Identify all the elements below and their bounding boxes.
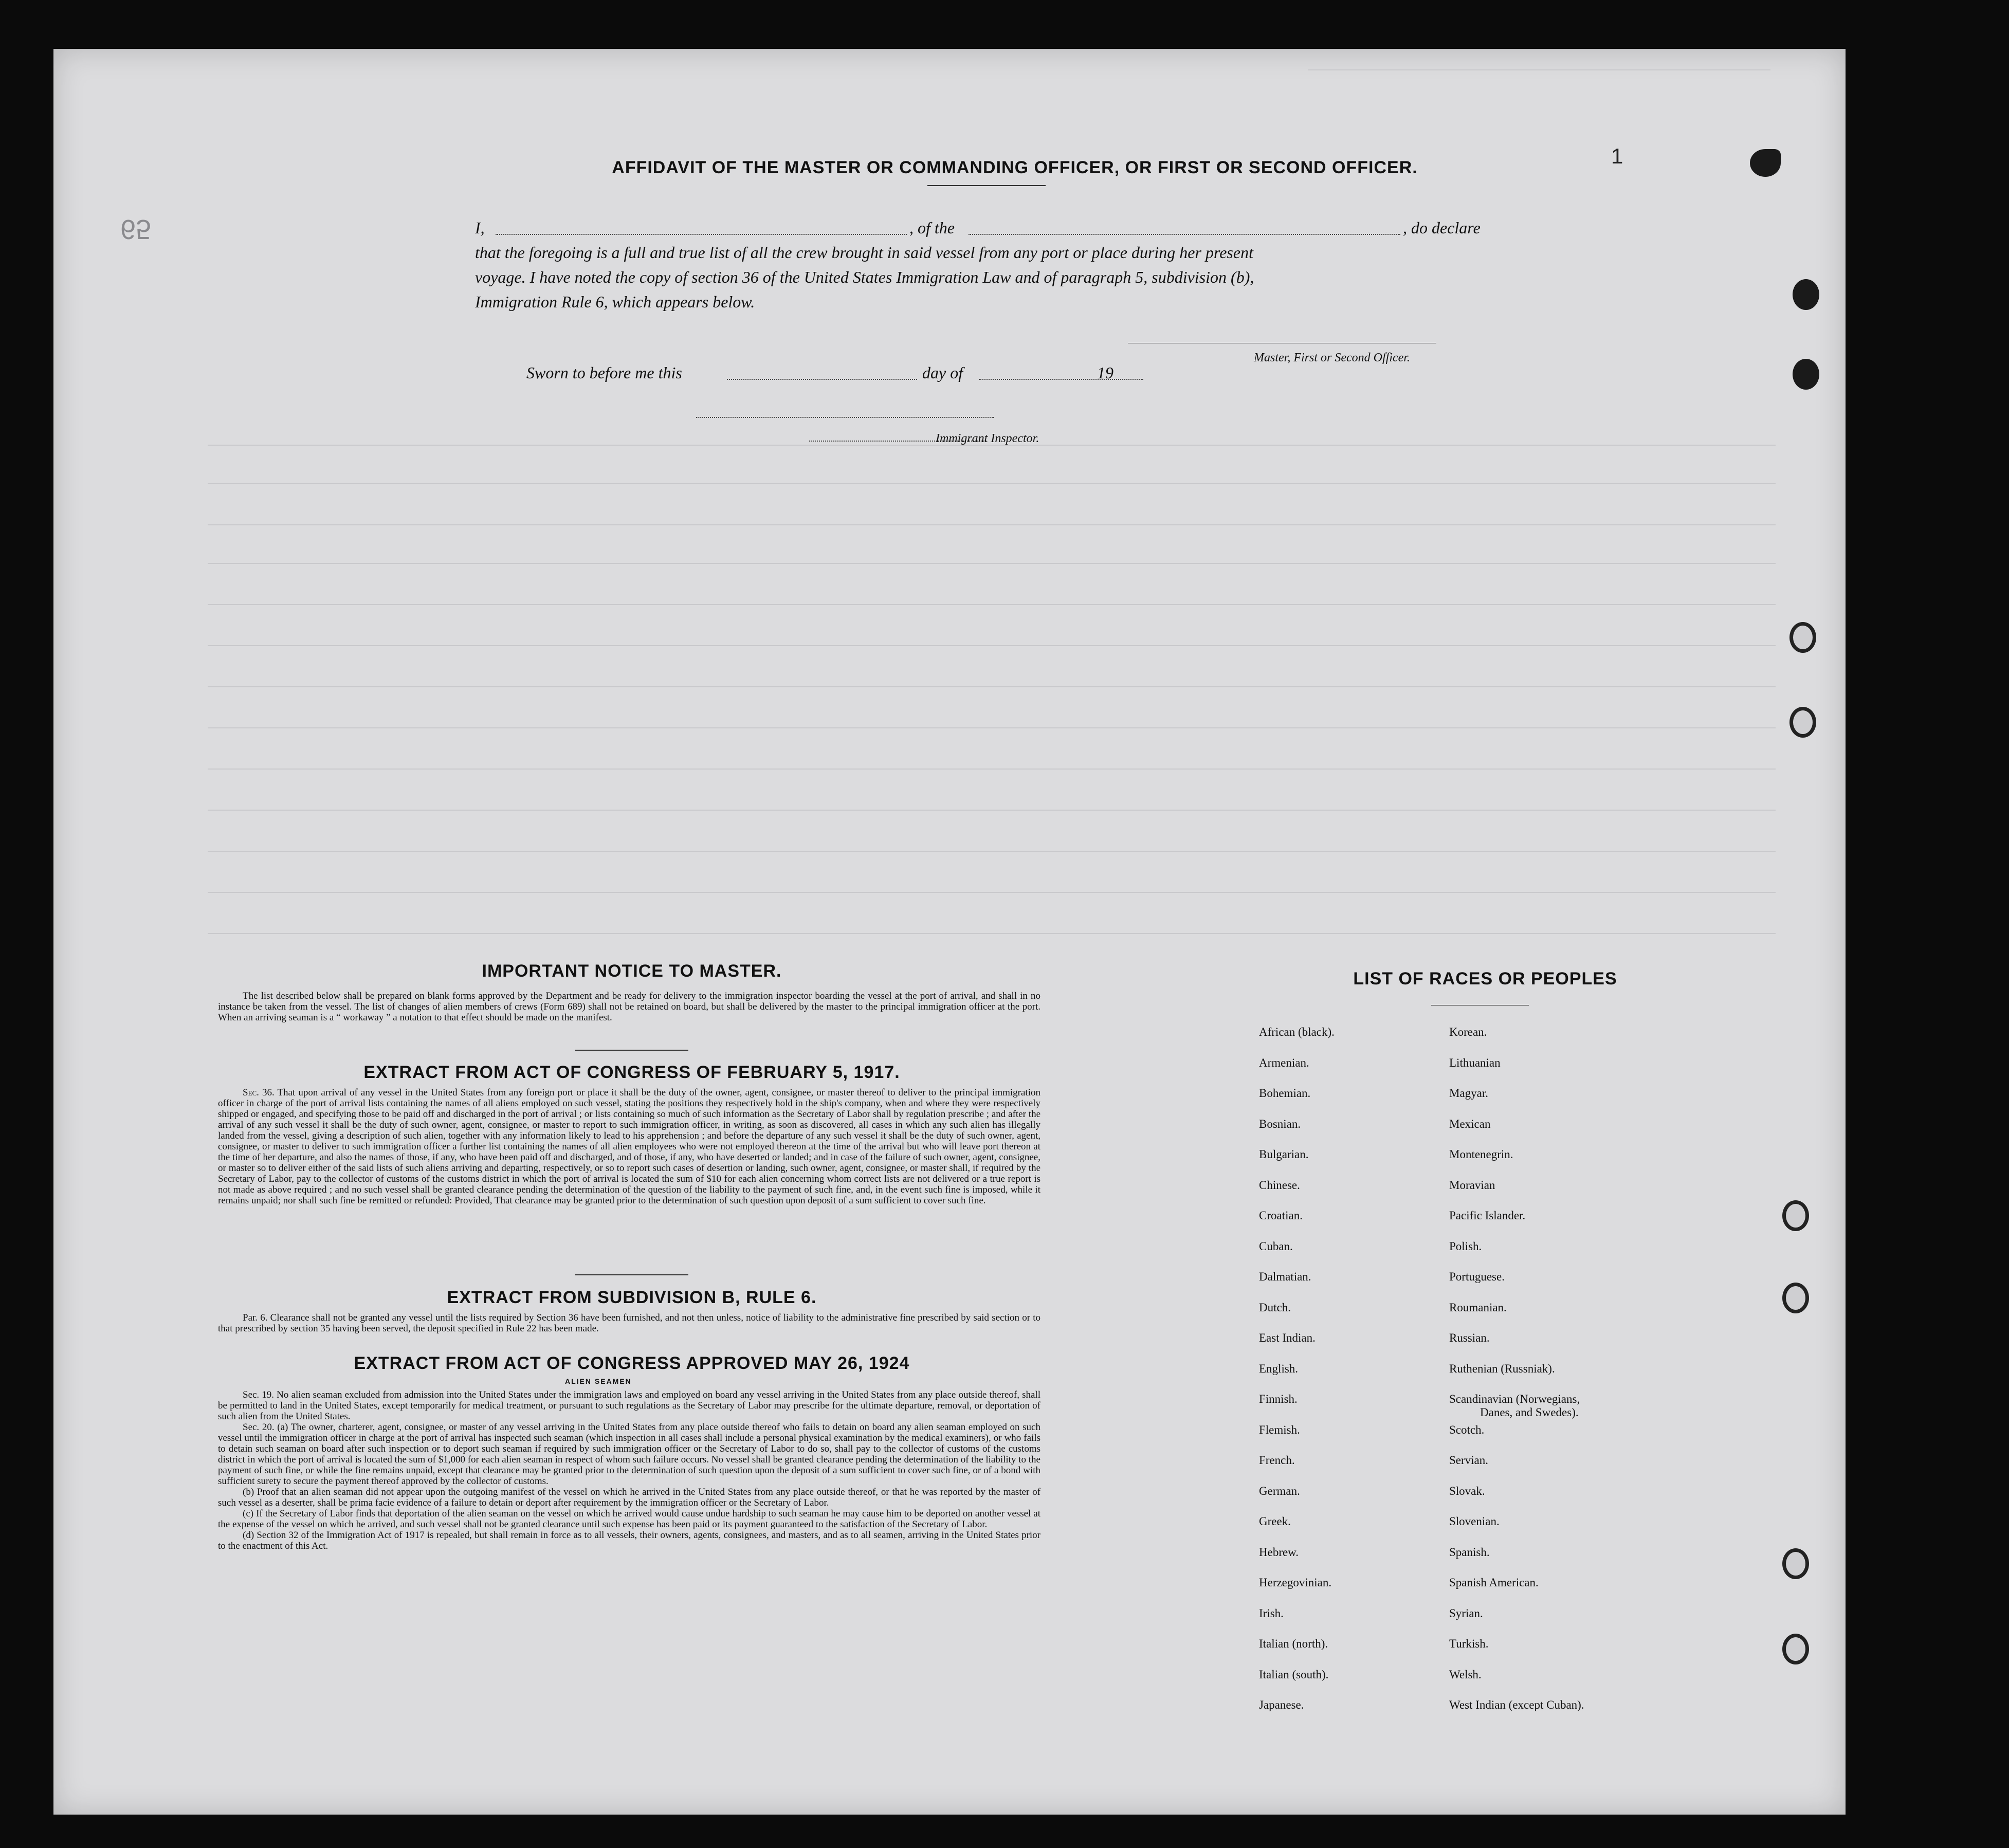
bleed-line xyxy=(208,727,1776,728)
race-item: West Indian (except Cuban). xyxy=(1449,1698,1584,1711)
race-item: Greek. xyxy=(1259,1515,1291,1528)
race-item: Spanish. xyxy=(1449,1545,1490,1559)
race-item: African (black). xyxy=(1259,1026,1335,1038)
bleed-line xyxy=(208,933,1776,934)
act1917-section-label: Sec. 36. xyxy=(243,1087,275,1098)
race-item: Finnish. xyxy=(1259,1393,1298,1405)
races-title: LIST OF RACES OR PEOPLES xyxy=(1353,969,1617,989)
document-page xyxy=(53,49,1846,1815)
race-item: Dutch. xyxy=(1259,1301,1291,1314)
master-label: Master, First or Second Officer. xyxy=(1254,351,1410,364)
page-number-mark: 65 xyxy=(120,214,152,245)
race-item: English. xyxy=(1259,1362,1299,1375)
inspector-label: Immigrant Inspector. xyxy=(936,432,1039,445)
punch-hole-icon xyxy=(1782,1283,1809,1313)
race-item: Bohemian. xyxy=(1259,1087,1311,1100)
bleed-line xyxy=(208,524,1776,525)
bleed-line xyxy=(208,686,1776,687)
race-item: Danes, and Swedes). xyxy=(1480,1406,1579,1419)
race-item: Pacific Islander. xyxy=(1449,1209,1526,1222)
race-item: Turkish. xyxy=(1449,1637,1489,1650)
race-item: Moravian xyxy=(1449,1178,1495,1192)
punch-hole-icon xyxy=(1782,1200,1809,1231)
race-item: Italian (north). xyxy=(1259,1637,1328,1650)
race-item: Spanish American. xyxy=(1449,1576,1539,1589)
race-item: Syrian. xyxy=(1449,1606,1483,1620)
act1924-title: EXTRACT FROM ACT OF CONGRESS APPROVED MAY 26, 1924 xyxy=(354,1353,910,1373)
inspector-signature-line xyxy=(696,417,994,418)
rule6-title: EXTRACT FROM SUBDIVISION B, RULE 6. xyxy=(447,1288,817,1307)
corner-mark: 1 xyxy=(1611,144,1623,168)
bleed-line xyxy=(208,810,1776,811)
punch-hole-icon xyxy=(1793,279,1819,310)
punch-hole-icon xyxy=(1789,707,1816,738)
rule6-text: Par. 6. Clearance shall not be granted any vessel until the lists required by Section 36 have been furnished, and not then unless, notice of liability to the administrative fine prescribed by said section or to that prescribed by section 35 having been served, the deposit specified in Rule 22 has been made. xyxy=(218,1312,1040,1334)
race-item: Armenian. xyxy=(1259,1056,1309,1069)
race-item: Scandinavian (Norwegians, xyxy=(1449,1393,1580,1405)
sworn-day-of: day of xyxy=(922,363,963,382)
affidavit-line-2: that the foregoing is a full and true list of all the crew brought in said vessel from any port or place during her present xyxy=(475,243,1253,262)
act1924-sec20d: (d) Section 32 of the Immigration Act of 1917 is repealed, but shall remain in force as to all vessels, their owners, agents, consignees, and masters, and as to all seamen, arriving in the United States prior to the enactment of this Act. xyxy=(218,1530,1040,1551)
race-item: Bosnian. xyxy=(1259,1117,1301,1130)
punch-hole-icon xyxy=(1750,149,1781,177)
bleed-line xyxy=(208,892,1776,893)
race-item: Flemish. xyxy=(1259,1423,1300,1436)
affidavit-do-declare: , do declare xyxy=(1403,218,1481,237)
race-item: Lithuanian xyxy=(1449,1056,1501,1069)
act1924-sec20c: (c) If the Secretary of Labor finds that deportation of the alien seaman on the vessel on which he arrived would cause undue hardship to such seaman he may cause him to be deported on another vessel at the expense of the vessel on which he arrived, and such vessel shall not be granted clearance until such expense has been paid or its payment guaranteed to the satisfaction of the Secretary of Labor. xyxy=(218,1508,1040,1530)
race-item: Portuguese. xyxy=(1449,1270,1505,1283)
punch-hole-icon xyxy=(1789,622,1816,653)
race-item: German. xyxy=(1259,1484,1300,1497)
sworn-day-blank xyxy=(727,379,917,380)
race-item: Cuban. xyxy=(1259,1239,1293,1253)
punch-hole-icon xyxy=(1782,1548,1809,1579)
act1924-subtitle: ALIEN SEAMEN xyxy=(565,1377,632,1385)
affidavit-line-3: voyage. I have noted the copy of section 36 of the United States Immigration Law and of paragraph 5, subdivision (b), xyxy=(475,268,1254,286)
race-item: Slovenian. xyxy=(1449,1515,1500,1528)
affidavit-of-the: , of the xyxy=(909,218,955,237)
act1917-text: That upon arrival of any vessel in the United States from any foreign port or place it shall be the duty of the owner, agent, consignee, or master thereof to deliver to the principal immigration officer in charge of the port of arrival lists containing the names of all aliens employed on such vessel, stating the positions they respectively hold in the ship's company, when and where they were respectively shipped or engaged, and specifying those to be paid off and discharged in the port of arrival ; or lists containing so much of such information as the Secretary of Labor shall by regulation prescribe ; and after the arrival of any such vessel it shall be the duty of such owner, agent, consignee, or master to report to such immigration officer, in writing, as soon as discovered, all cases in which any such alien has illegally landed from the vessel, giving a description of such alien, together with any information likely to lead to his apprehension ; and before the departure of any such vessel it shall be the duty of such owner, agent, consignee, or master to deliver to such immigration officer a further list containing the names of all alien employees who were not employed thereon at the time of the arrival but who will leave port thereon at the time of her departure, and also the names of those, if any, who have been paid off and discharged, and of those, if any, who have deserted or landed; and in case of the failure of such owner, agent, consignee, or master so to deliver either of the said lists of such aliens arriving and departing, respectively, or so to report such cases of desertion or landing, such owner, agent, consignee, or master shall, if required by the Secretary of Labor, pay to the collector of customs of the customs district in which the port of arrival is located the sum of $10 for each alien concerning whom correct lists are not delivered or a true report is not made as above required ; and no such vessel shall be granted clearance pending the determination of the question of the liability to the payment of such fine, and, in the event such fine is imposed, while it remains unpaid; nor shall such fine be remitted or refunded: Provided, That clearance may be granted prior to the determination of such question upon deposit of a sum sufficient to cover such fine. xyxy=(218,1087,1040,1206)
bleed-line xyxy=(208,769,1776,770)
race-item: French. xyxy=(1259,1454,1295,1467)
vessel-blank xyxy=(969,234,1400,235)
race-item: Magyar. xyxy=(1449,1087,1489,1100)
notice-body xyxy=(218,991,1040,1023)
race-item: Montenegrin. xyxy=(1449,1148,1513,1161)
divider xyxy=(575,1274,688,1275)
punch-hole-icon xyxy=(1782,1634,1809,1664)
act1924-sec19: Sec. 19. No alien seaman excluded from admission into the United States under the immigration laws and employed on board any vessel arriving in the United States from any place outside thereof, shall be permitted to land in the United States, except temporarily for medical treatment, or pursuant to such regulations as the Secretary of Labor may prescribe for the ultimate departure, removal, or deportation of such alien from the United States. xyxy=(218,1389,1040,1422)
affidavit-line-i: I, xyxy=(475,218,485,237)
bleed-line xyxy=(208,563,1776,564)
race-item: Herzegovinian. xyxy=(1259,1576,1332,1589)
race-item: Irish. xyxy=(1259,1606,1284,1620)
notice-text: The list described below shall be prepared on blank forms approved by the Department and be ready for delivery to the immigration inspector boarding the vessel at the port of arrival, and shall in no instance be taken from the vessel. The list of changes of alien members of crews (Form 689) shall not be retained on board, but shall be delivered by the master to the principal immigration officer at the port. When an arriving seaman is a “ workaway ” a notation to that effect should be made on the manifest. xyxy=(218,991,1040,1023)
race-item: Dalmatian. xyxy=(1259,1270,1311,1283)
bleed-line xyxy=(208,645,1776,646)
race-item: Bulgarian. xyxy=(1259,1148,1309,1161)
act1924-sec20a: Sec. 20. (a) The owner, charterer, agent, consignee, or master of any vessel arriving in the United States from any place outside thereof who fails to detain on board any alien seaman employed on such vessel until the immigration officer in charge at the port of arrival has inspected such seaman (which inspection in all cases shall include a personal physical examination by the medical examiners), or who fails to detain such seaman on board after such inspection or to deport such seaman if required by such immigration officer or the Secretary of Labor to do so, shall pay to the collector of customs of the customs district in which the port of arrival is located the sum of $1,000 for each alien seaman in respect of whom such failure occurs. No vessel shall be granted clearance pending the determination of the liability to the payment of such fine, or while the fine remains unpaid, except that clearance may be granted prior to the determination of such question upon the deposit of a sum sufficient to cover such fine, or of a bond with sufficient surety to secure the payment thereof approved by the collector of customs. xyxy=(218,1422,1040,1487)
bleed-line xyxy=(208,483,1776,484)
act1924-body xyxy=(218,1389,1040,1551)
name-blank xyxy=(496,234,907,235)
sworn-year: 19 xyxy=(1097,363,1113,382)
divider xyxy=(575,1050,688,1051)
race-item: Italian (south). xyxy=(1259,1668,1329,1681)
act1917-title: EXTRACT FROM ACT OF CONGRESS OF FEBRUARY 5, 1917. xyxy=(363,1063,900,1082)
race-item: Roumanian. xyxy=(1449,1301,1507,1314)
race-item: Russian. xyxy=(1449,1331,1490,1344)
race-item: Croatian. xyxy=(1259,1209,1303,1222)
rule6-body xyxy=(218,1312,1040,1334)
race-item: Chinese. xyxy=(1259,1178,1300,1192)
race-item: Mexican xyxy=(1449,1117,1491,1130)
bleed-line xyxy=(208,604,1776,605)
race-item: Polish. xyxy=(1449,1239,1482,1253)
bleed-line xyxy=(208,851,1776,852)
race-item: Japanese. xyxy=(1259,1698,1304,1711)
race-item: Slovak. xyxy=(1449,1484,1485,1497)
affidavit-title: AFFIDAVIT OF THE MASTER OR COMMANDING OFFICER, OR FIRST OR SECOND OFFICER. xyxy=(612,158,1418,177)
race-item: Korean. xyxy=(1449,1026,1487,1038)
punch-hole-icon xyxy=(1793,359,1819,390)
bleed-line xyxy=(1308,69,1770,70)
act1917-body xyxy=(218,1087,1040,1206)
sworn-label: Sworn to before me this xyxy=(526,363,682,382)
race-item: Welsh. xyxy=(1449,1668,1482,1681)
notice-title: IMPORTANT NOTICE TO MASTER. xyxy=(482,961,782,981)
act1924-sec20b: (b) Proof that an alien seaman did not appear upon the outgoing manifest of the vessel on which he arrived in the United States from any place outside thereof, or that he was reported by the master of such vessel as a deserter, shall be prima facie evidence of a failure to detain or deport after requirement by the immigration officer or the Secretary of Labor. xyxy=(218,1487,1040,1508)
race-item: Ruthenian (Russniak). xyxy=(1449,1362,1555,1375)
race-item: East Indian. xyxy=(1259,1331,1316,1344)
race-item: Hebrew. xyxy=(1259,1545,1299,1559)
divider xyxy=(927,185,1046,186)
sworn-month-blank xyxy=(979,379,1143,380)
race-item: Scotch. xyxy=(1449,1423,1485,1436)
race-item: Servian. xyxy=(1449,1454,1489,1467)
affidavit-line-4: Immigration Rule 6, which appears below. xyxy=(475,292,755,311)
